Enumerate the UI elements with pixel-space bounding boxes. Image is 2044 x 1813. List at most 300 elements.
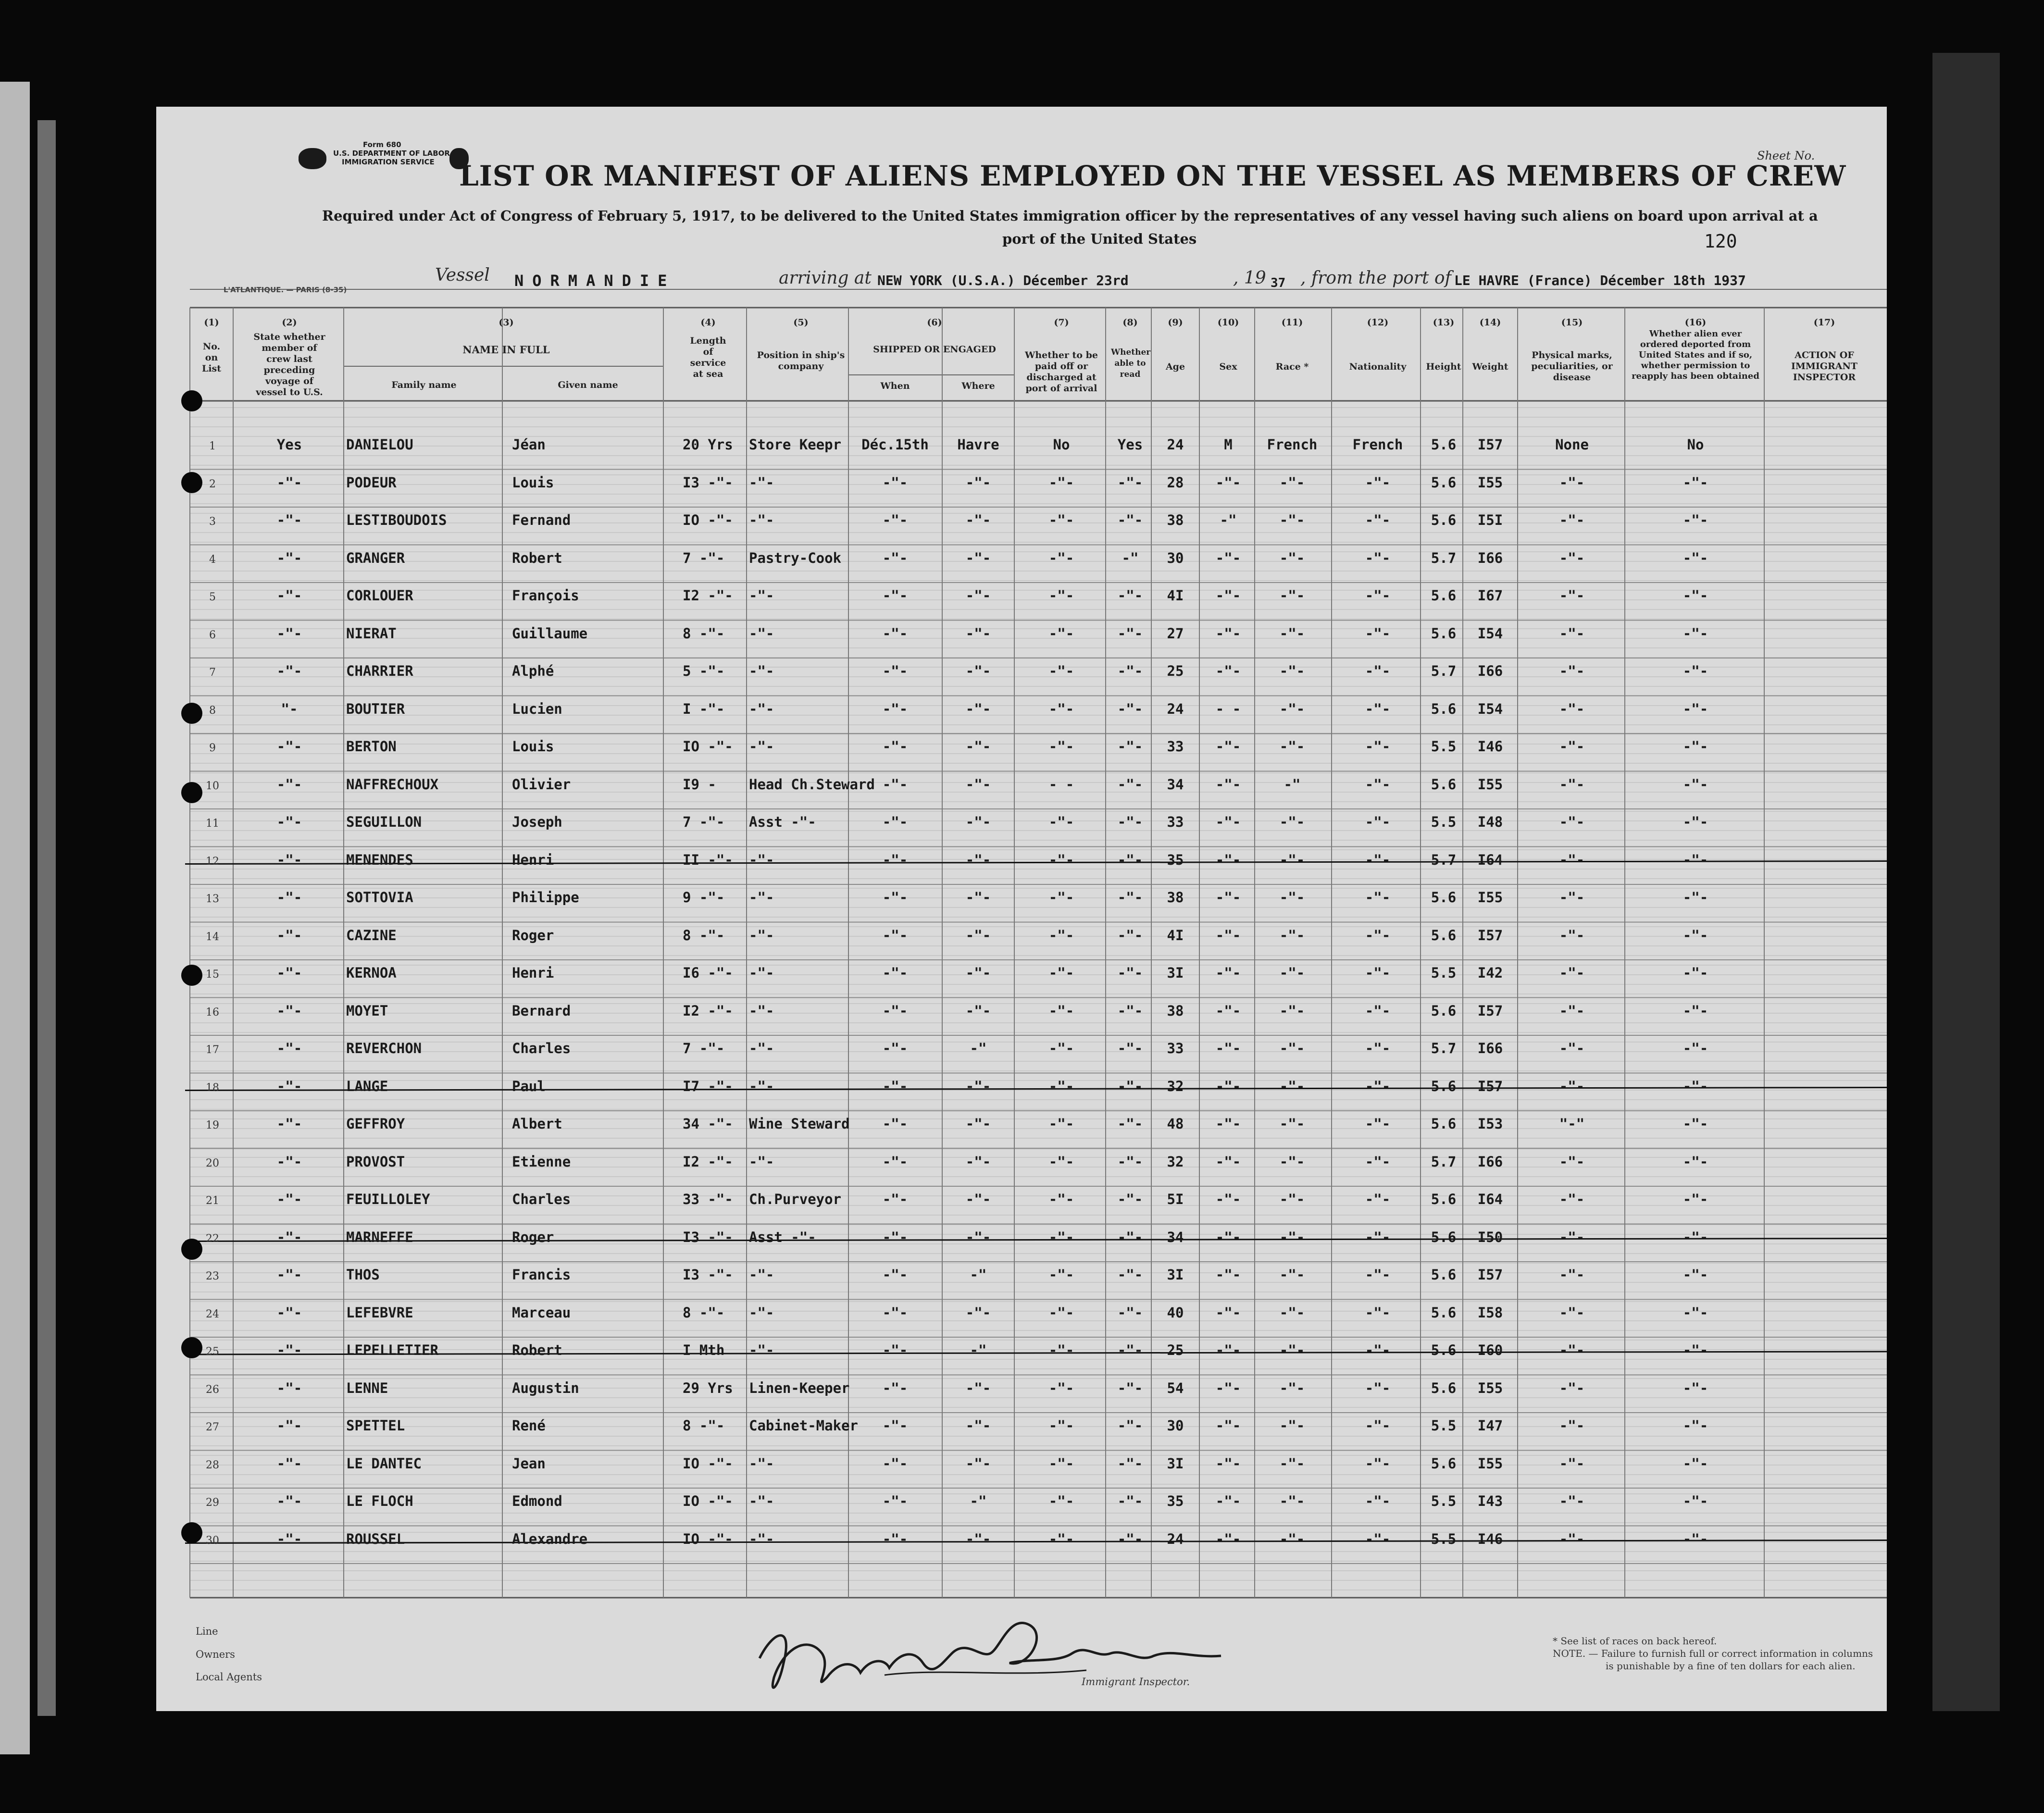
cell-where: -"- bbox=[965, 549, 991, 566]
cell-when: -"- bbox=[882, 927, 908, 944]
cell-sex: -"- bbox=[1215, 1116, 1241, 1132]
cell-position: -"- bbox=[749, 587, 774, 604]
cell-deported: -"- bbox=[1683, 1304, 1708, 1321]
cell-prev: -"- bbox=[276, 1417, 302, 1434]
cell-position: -"- bbox=[749, 1040, 774, 1056]
column-16-header: Whether alien ever ordered deported from United States and if so, whether permission to reapply has been obtained bbox=[1632, 329, 1759, 381]
cell-prev: -"- bbox=[276, 1191, 302, 1207]
cell-deported: -"- bbox=[1683, 663, 1708, 679]
column-2-number: (2) bbox=[282, 317, 297, 328]
cell-prev: -"- bbox=[276, 814, 302, 830]
cell-family: FEUILLOLEY bbox=[346, 1191, 430, 1207]
cell-service: IO -"- bbox=[683, 1493, 733, 1509]
cell-marks: -"- bbox=[1559, 1002, 1585, 1019]
cell-weight: I55 bbox=[1477, 474, 1503, 491]
cell-height: 5.6 bbox=[1431, 1267, 1457, 1283]
cell-read: -"- bbox=[1117, 663, 1143, 679]
cell-given: Alexandre bbox=[512, 1530, 588, 1547]
cell-height: 5.6 bbox=[1431, 1342, 1457, 1358]
cell-deported: -"- bbox=[1683, 851, 1708, 868]
cell-race: -"- bbox=[1279, 927, 1305, 944]
cell-when: -"- bbox=[882, 1342, 908, 1358]
cell-prev: -"- bbox=[276, 1078, 302, 1094]
cell-no: 24 bbox=[206, 1308, 219, 1320]
cell-position: -"- bbox=[749, 1002, 774, 1019]
cell-position: -"- bbox=[749, 1267, 774, 1283]
column-9-number: (9) bbox=[1168, 317, 1183, 328]
cell-family: NAFFRECHOUX bbox=[346, 776, 439, 793]
cell-position: Asst -"- bbox=[749, 1229, 816, 1245]
cell-prev: -"- bbox=[276, 1153, 302, 1170]
cell-race: -"- bbox=[1279, 1304, 1305, 1321]
cell-service: I6 -"- bbox=[683, 965, 733, 981]
column-7-number: (7) bbox=[1054, 317, 1069, 328]
cell-read: -"- bbox=[1117, 1379, 1143, 1396]
cell-read: -"- bbox=[1117, 1342, 1143, 1358]
cell-weight: I57 bbox=[1477, 436, 1503, 453]
cell-sex: -"- bbox=[1215, 851, 1241, 868]
cell-given: Francis bbox=[512, 1267, 571, 1283]
cell-deported: -"- bbox=[1683, 1153, 1708, 1170]
cell-service: I2 -"- bbox=[683, 1002, 733, 1019]
column-10-number: (10) bbox=[1217, 317, 1239, 328]
cell-read: Yes bbox=[1117, 436, 1143, 453]
cell-family: PROVOST bbox=[346, 1153, 405, 1170]
cell-race: -"- bbox=[1279, 1040, 1305, 1056]
cell-nationality: -"- bbox=[1365, 1229, 1391, 1245]
cell-where: -"- bbox=[965, 889, 991, 906]
cell-when: -"- bbox=[882, 851, 908, 868]
cell-family: THOS bbox=[346, 1267, 380, 1283]
cell-nationality: -"- bbox=[1365, 549, 1391, 566]
cell-position: -"- bbox=[749, 1153, 774, 1170]
cell-sex: -"- bbox=[1215, 814, 1241, 830]
cell-weight: I47 bbox=[1477, 1417, 1503, 1434]
cell-age: 33 bbox=[1167, 1040, 1184, 1056]
cell-where: -"- bbox=[965, 512, 991, 528]
cell-service: I Mth bbox=[683, 1342, 725, 1358]
column-3-number: (3) bbox=[499, 317, 514, 328]
cell-no: 25 bbox=[206, 1346, 219, 1358]
cell-paid: -"- bbox=[1048, 512, 1074, 528]
cell-nationality: -"- bbox=[1365, 965, 1391, 981]
column-2-header: State whether member of crew last preceding voyage of vessel to U.S. bbox=[253, 332, 325, 397]
cell-marks: -"- bbox=[1559, 738, 1585, 755]
cell-marks: -"- bbox=[1559, 1342, 1585, 1358]
cell-height: 5.6 bbox=[1431, 1379, 1457, 1396]
cell-paid: -"- bbox=[1048, 814, 1074, 830]
cell-height: 5.5 bbox=[1431, 814, 1457, 830]
voyage-year: 37 bbox=[1271, 276, 1286, 290]
cell-nationality: -"- bbox=[1365, 1304, 1391, 1321]
cell-sex: -"- bbox=[1215, 1078, 1241, 1094]
cell-sex: -"- bbox=[1215, 663, 1241, 679]
cell-service: 20 Yrs bbox=[683, 436, 733, 453]
cell-race: -"- bbox=[1279, 1191, 1305, 1207]
cell-prev: -"- bbox=[276, 965, 302, 981]
cell-paid: -"- bbox=[1048, 965, 1074, 981]
cell-paid: -"- bbox=[1048, 889, 1074, 906]
cell-height: 5.6 bbox=[1431, 927, 1457, 944]
cell-marks: -"- bbox=[1559, 1455, 1585, 1472]
cell-where: -"- bbox=[965, 1379, 991, 1396]
column-4-header: Length of service at sea bbox=[690, 335, 726, 379]
cell-paid: -"- bbox=[1048, 549, 1074, 566]
cell-no: 16 bbox=[206, 1006, 219, 1018]
cell-age: 54 bbox=[1167, 1379, 1184, 1396]
cell-no: 8 bbox=[209, 704, 216, 717]
cell-sex: -"- bbox=[1215, 1191, 1241, 1207]
cell-prev: -"- bbox=[276, 663, 302, 679]
cell-sex: -"- bbox=[1215, 1417, 1241, 1434]
cell-read: -"- bbox=[1117, 1417, 1143, 1434]
cell-no: 20 bbox=[206, 1157, 219, 1169]
cell-given: Robert bbox=[512, 549, 562, 566]
cell-nationality: -"- bbox=[1365, 587, 1391, 604]
cell-weight: I55 bbox=[1477, 889, 1503, 906]
cell-nationality: -"- bbox=[1365, 738, 1391, 755]
cell-deported: -"- bbox=[1683, 474, 1708, 491]
cell-service: 8 -"- bbox=[683, 1417, 725, 1434]
cell-race: -"- bbox=[1279, 1002, 1305, 1019]
cell-age: 5I bbox=[1167, 1191, 1184, 1207]
cell-position: -"- bbox=[749, 738, 774, 755]
subtitle-line2: port of the United States bbox=[1002, 231, 1197, 247]
cell-height: 5.5 bbox=[1431, 1493, 1457, 1509]
cell-prev: -"- bbox=[276, 549, 302, 566]
cell-deported: -"- bbox=[1683, 1267, 1708, 1283]
arriving-label: arriving at bbox=[779, 268, 872, 288]
cell-weight: I57 bbox=[1477, 1267, 1503, 1283]
punch-hole bbox=[181, 1239, 202, 1260]
cell-sex: -"- bbox=[1215, 927, 1241, 944]
cell-height: 5.7 bbox=[1431, 1153, 1457, 1170]
cell-service: 8 -"- bbox=[683, 927, 725, 944]
cell-position: -"- bbox=[749, 663, 774, 679]
cell-weight: I46 bbox=[1477, 1530, 1503, 1547]
cell-age: 33 bbox=[1167, 814, 1184, 830]
cell-no: 23 bbox=[206, 1270, 219, 1282]
cell-nationality: -"- bbox=[1365, 1191, 1391, 1207]
cell-nationality: -"- bbox=[1365, 663, 1391, 679]
age-header: Age bbox=[1165, 361, 1185, 372]
cell-prev: -"- bbox=[276, 1116, 302, 1132]
cell-given: Henri bbox=[512, 851, 554, 868]
cell-position: Wine Steward bbox=[749, 1116, 850, 1132]
punch-hole bbox=[181, 703, 202, 724]
cell-age: 25 bbox=[1167, 1342, 1184, 1358]
cell-no: 13 bbox=[206, 893, 219, 905]
cell-read: -"- bbox=[1117, 512, 1143, 528]
cell-service: I3 -"- bbox=[683, 1229, 733, 1245]
cell-service: 7 -"- bbox=[683, 1040, 725, 1056]
cell-no: 10 bbox=[206, 780, 219, 792]
cell-given: Etienne bbox=[512, 1153, 571, 1170]
cell-when: -"- bbox=[882, 663, 908, 679]
cell-deported: -"- bbox=[1683, 1417, 1708, 1434]
cell-age: 24 bbox=[1167, 700, 1184, 717]
penalty-note: NOTE. — Failure to furnish full or correct information in columns bbox=[1553, 1648, 1873, 1659]
cell-race: -"- bbox=[1279, 965, 1305, 981]
cell-no: 29 bbox=[206, 1497, 219, 1509]
cell-family: PODEUR bbox=[346, 474, 397, 491]
cell-race: -"- bbox=[1279, 1267, 1305, 1283]
cell-race: -"- bbox=[1279, 1455, 1305, 1472]
departure-port: LE HAVRE (France) Décember 18th 1937 bbox=[1454, 273, 1746, 288]
column-17-number: (17) bbox=[1813, 317, 1835, 328]
cell-given: Jean bbox=[512, 1455, 546, 1472]
cell-marks: "-" bbox=[1559, 1116, 1585, 1132]
cell-when: -"- bbox=[882, 1455, 908, 1472]
cell-paid: -"- bbox=[1048, 1417, 1074, 1434]
cell-sex: -"- bbox=[1215, 1379, 1241, 1396]
cell-where: -"- bbox=[965, 738, 991, 755]
cell-read: -"- bbox=[1117, 776, 1143, 793]
cell-weight: I57 bbox=[1477, 1078, 1503, 1094]
cell-sex: -"- bbox=[1215, 1455, 1241, 1472]
cell-no: 18 bbox=[206, 1081, 219, 1094]
cell-family: KERNOA bbox=[346, 965, 397, 981]
cell-family: LANGE bbox=[346, 1078, 388, 1094]
cell-age: 40 bbox=[1167, 1304, 1184, 1321]
cell-position: Head Ch.Steward bbox=[749, 776, 875, 793]
cell-given: Guillaume bbox=[512, 625, 588, 642]
cell-read: -"- bbox=[1117, 1116, 1143, 1132]
cell-given: Fernand bbox=[512, 512, 571, 528]
cell-read: -"- bbox=[1117, 625, 1143, 642]
department-name: U.S. DEPARTMENT OF LABOR bbox=[333, 149, 450, 158]
cell-where: -"- bbox=[965, 474, 991, 491]
shipped-when-header: When bbox=[880, 381, 910, 391]
cell-height: 5.5 bbox=[1431, 1530, 1457, 1547]
cell-no: 11 bbox=[206, 818, 219, 830]
cell-given: Lucien bbox=[512, 700, 562, 717]
cell-deported: -"- bbox=[1683, 1530, 1708, 1547]
cell-position: Ch.Purveyor bbox=[749, 1191, 842, 1207]
cell-sex: -"- bbox=[1215, 1153, 1241, 1170]
cell-no: 21 bbox=[206, 1195, 219, 1207]
cell-age: 38 bbox=[1167, 1002, 1184, 1019]
cell-deported: -"- bbox=[1683, 1078, 1708, 1094]
column-8-header: Whether able to read bbox=[1111, 348, 1151, 379]
from-port-label: , from the port of bbox=[1300, 268, 1451, 288]
cell-paid: - - bbox=[1048, 776, 1074, 793]
cell-read: -"- bbox=[1117, 700, 1143, 717]
cell-sex: M bbox=[1224, 436, 1233, 453]
cell-age: 3I bbox=[1167, 965, 1184, 981]
cell-sex: -"- bbox=[1215, 1342, 1241, 1358]
cell-sex: -"- bbox=[1215, 889, 1241, 906]
cell-paid: -"- bbox=[1048, 927, 1074, 944]
strike-line bbox=[185, 1352, 1887, 1354]
cell-when: -"- bbox=[882, 1040, 908, 1056]
cell-marks: -"- bbox=[1559, 1530, 1585, 1547]
cell-weight: I66 bbox=[1477, 1153, 1503, 1170]
cell-family: MENENDES bbox=[346, 851, 413, 868]
cell-when: -"- bbox=[882, 1191, 908, 1207]
cell-height: 5.6 bbox=[1431, 889, 1457, 906]
cell-family: DANIELOU bbox=[346, 436, 413, 453]
cell-family: CHARRIER bbox=[346, 663, 413, 679]
cell-read: -"- bbox=[1117, 851, 1143, 868]
cell-family: LENNE bbox=[346, 1379, 388, 1396]
cell-where: -"- bbox=[965, 776, 991, 793]
cell-no: 28 bbox=[206, 1459, 219, 1471]
name-in-full-header: NAME IN FULL bbox=[462, 344, 550, 356]
cell-height: 5.6 bbox=[1431, 700, 1457, 717]
cell-service: IO -"- bbox=[683, 512, 733, 528]
cell-family: MARNEFFE bbox=[346, 1229, 413, 1245]
cell-paid: -"- bbox=[1048, 474, 1074, 491]
cell-marks: -"- bbox=[1559, 1191, 1585, 1207]
cell-when: -"- bbox=[882, 1304, 908, 1321]
cell-height: 5.6 bbox=[1431, 776, 1457, 793]
cell-nationality: -"- bbox=[1365, 814, 1391, 830]
cell-service: II -"- bbox=[683, 851, 733, 868]
cell-paid: -"- bbox=[1048, 1078, 1074, 1094]
cell-weight: I55 bbox=[1477, 1455, 1503, 1472]
cell-service: I2 -"- bbox=[683, 587, 733, 604]
cell-service: 8 -"- bbox=[683, 1304, 725, 1321]
cell-nationality: -"- bbox=[1365, 1455, 1391, 1472]
cell-service: 29 Yrs bbox=[683, 1379, 733, 1396]
cell-nationality: French bbox=[1352, 436, 1403, 453]
column-6-number: (6) bbox=[927, 317, 942, 328]
cell-nationality: -"- bbox=[1365, 1116, 1391, 1132]
cell-given: René bbox=[512, 1417, 546, 1434]
cell-no: 3 bbox=[209, 516, 216, 528]
cell-paid: -"- bbox=[1048, 625, 1074, 642]
cell-height: 5.7 bbox=[1431, 549, 1457, 566]
cell-read: -" bbox=[1122, 549, 1139, 566]
cell-nationality: -"- bbox=[1365, 700, 1391, 717]
cell-no: 26 bbox=[206, 1383, 219, 1396]
cell-given: François bbox=[512, 587, 579, 604]
vessel-name: NORMANDIE bbox=[514, 272, 676, 290]
cell-age: 27 bbox=[1167, 625, 1184, 642]
cell-no: 6 bbox=[209, 629, 216, 641]
cell-height: 5.6 bbox=[1431, 1304, 1457, 1321]
cell-sex: -" bbox=[1220, 512, 1237, 528]
subtitle-line1: Required under Act of Congress of February 5, 1917, to be delivered to the United States immigration officer by the representatives of any vessel having such aliens on board upon arrival at a bbox=[322, 208, 1818, 224]
cell-position: -"- bbox=[749, 889, 774, 906]
cell-race: -"- bbox=[1279, 549, 1305, 566]
cell-sex: -"- bbox=[1215, 738, 1241, 755]
column-5-header: Position in ship's company bbox=[757, 350, 845, 372]
cell-position: Cabinet-Maker bbox=[749, 1417, 858, 1434]
cell-prev: -"- bbox=[276, 738, 302, 755]
cell-family: REVERCHON bbox=[346, 1040, 422, 1056]
column-8-number: (8) bbox=[1122, 317, 1138, 328]
cell-read: -"- bbox=[1117, 1040, 1143, 1056]
local-agents-label: Local Agents bbox=[196, 1671, 262, 1683]
cell-service: 5 -"- bbox=[683, 663, 725, 679]
cell-read: -"- bbox=[1117, 965, 1143, 981]
strike-line bbox=[185, 1239, 1887, 1242]
cell-no: 12 bbox=[206, 855, 219, 868]
cell-weight: I43 bbox=[1477, 1493, 1503, 1509]
cell-nationality: -"- bbox=[1365, 625, 1391, 642]
cell-where: -"- bbox=[965, 1304, 991, 1321]
cell-family: SPETTEL bbox=[346, 1417, 405, 1434]
cell-paid: -"- bbox=[1048, 700, 1074, 717]
cell-given: Edmond bbox=[512, 1493, 562, 1509]
cell-where: -"- bbox=[965, 927, 991, 944]
cell-nationality: -"- bbox=[1365, 1379, 1391, 1396]
cell-when: -"- bbox=[882, 1116, 908, 1132]
cell-height: 5.6 bbox=[1431, 436, 1457, 453]
cell-where: -" bbox=[970, 1267, 987, 1283]
cell-position: -"- bbox=[749, 927, 774, 944]
cell-sex: -"- bbox=[1215, 1229, 1241, 1245]
race-header: Race * bbox=[1275, 361, 1309, 372]
cell-where: -"- bbox=[965, 1455, 991, 1472]
cell-sex: -"- bbox=[1215, 776, 1241, 793]
column-5-number: (5) bbox=[793, 317, 809, 328]
cell-deported: -"- bbox=[1683, 549, 1708, 566]
cell-age: 34 bbox=[1167, 1229, 1184, 1245]
cell-position: -"- bbox=[749, 965, 774, 981]
cell-read: -"- bbox=[1117, 1078, 1143, 1094]
cell-paid: -"- bbox=[1048, 1304, 1074, 1321]
cell-where: -"- bbox=[965, 587, 991, 604]
cell-nationality: -"- bbox=[1365, 474, 1391, 491]
cell-no: 30 bbox=[206, 1534, 219, 1547]
cell-given: Bernard bbox=[512, 1002, 571, 1019]
cell-marks: -"- bbox=[1559, 700, 1585, 717]
cell-family: LESTIBOUDOIS bbox=[346, 512, 447, 528]
cell-age: 3I bbox=[1167, 1267, 1184, 1283]
cell-where: -" bbox=[970, 1493, 987, 1509]
cell-race: -"- bbox=[1279, 1078, 1305, 1094]
cell-where: -" bbox=[970, 1342, 987, 1358]
cell-prev: -"- bbox=[276, 512, 302, 528]
cell-age: 24 bbox=[1167, 1530, 1184, 1547]
cell-family: MOYET bbox=[346, 1002, 388, 1019]
height-header: Height bbox=[1426, 361, 1461, 372]
cell-marks: -"- bbox=[1559, 1229, 1585, 1245]
cell-service: 33 -"- bbox=[683, 1191, 733, 1207]
cell-nationality: -"- bbox=[1365, 512, 1391, 528]
cell-where: -" bbox=[970, 1040, 987, 1056]
cell-service: I2 -"- bbox=[683, 1153, 733, 1170]
cell-weight: I42 bbox=[1477, 965, 1503, 981]
cell-nationality: -"- bbox=[1365, 1040, 1391, 1056]
arrival-port: NEW YORK (U.S.A.) Décember 23rd bbox=[877, 273, 1129, 288]
cell-height: 5.7 bbox=[1431, 851, 1457, 868]
cell-family: LEPELLETIER bbox=[346, 1342, 439, 1358]
cell-weight: I55 bbox=[1477, 776, 1503, 793]
cell-height: 5.6 bbox=[1431, 1455, 1457, 1472]
cell-paid: No bbox=[1053, 436, 1070, 453]
cell-age: 4I bbox=[1167, 927, 1184, 944]
cell-sex: -"- bbox=[1215, 587, 1241, 604]
cell-paid: -"- bbox=[1048, 1455, 1074, 1472]
cell-position: Store Keepr bbox=[749, 436, 842, 453]
cell-weight: I46 bbox=[1477, 738, 1503, 755]
cell-weight: I53 bbox=[1477, 1116, 1503, 1132]
cell-paid: -"- bbox=[1048, 663, 1074, 679]
cell-nationality: -"- bbox=[1365, 1493, 1391, 1509]
column-11-number: (11) bbox=[1281, 317, 1303, 328]
cell-marks: -"- bbox=[1559, 1078, 1585, 1094]
cell-height: 5.6 bbox=[1431, 1229, 1457, 1245]
cell-family: ROUSSEL bbox=[346, 1530, 405, 1547]
cell-marks: -"- bbox=[1559, 851, 1585, 868]
cell-read: -"- bbox=[1117, 474, 1143, 491]
cell-position: -"- bbox=[749, 1304, 774, 1321]
cell-when: -"- bbox=[882, 474, 908, 491]
